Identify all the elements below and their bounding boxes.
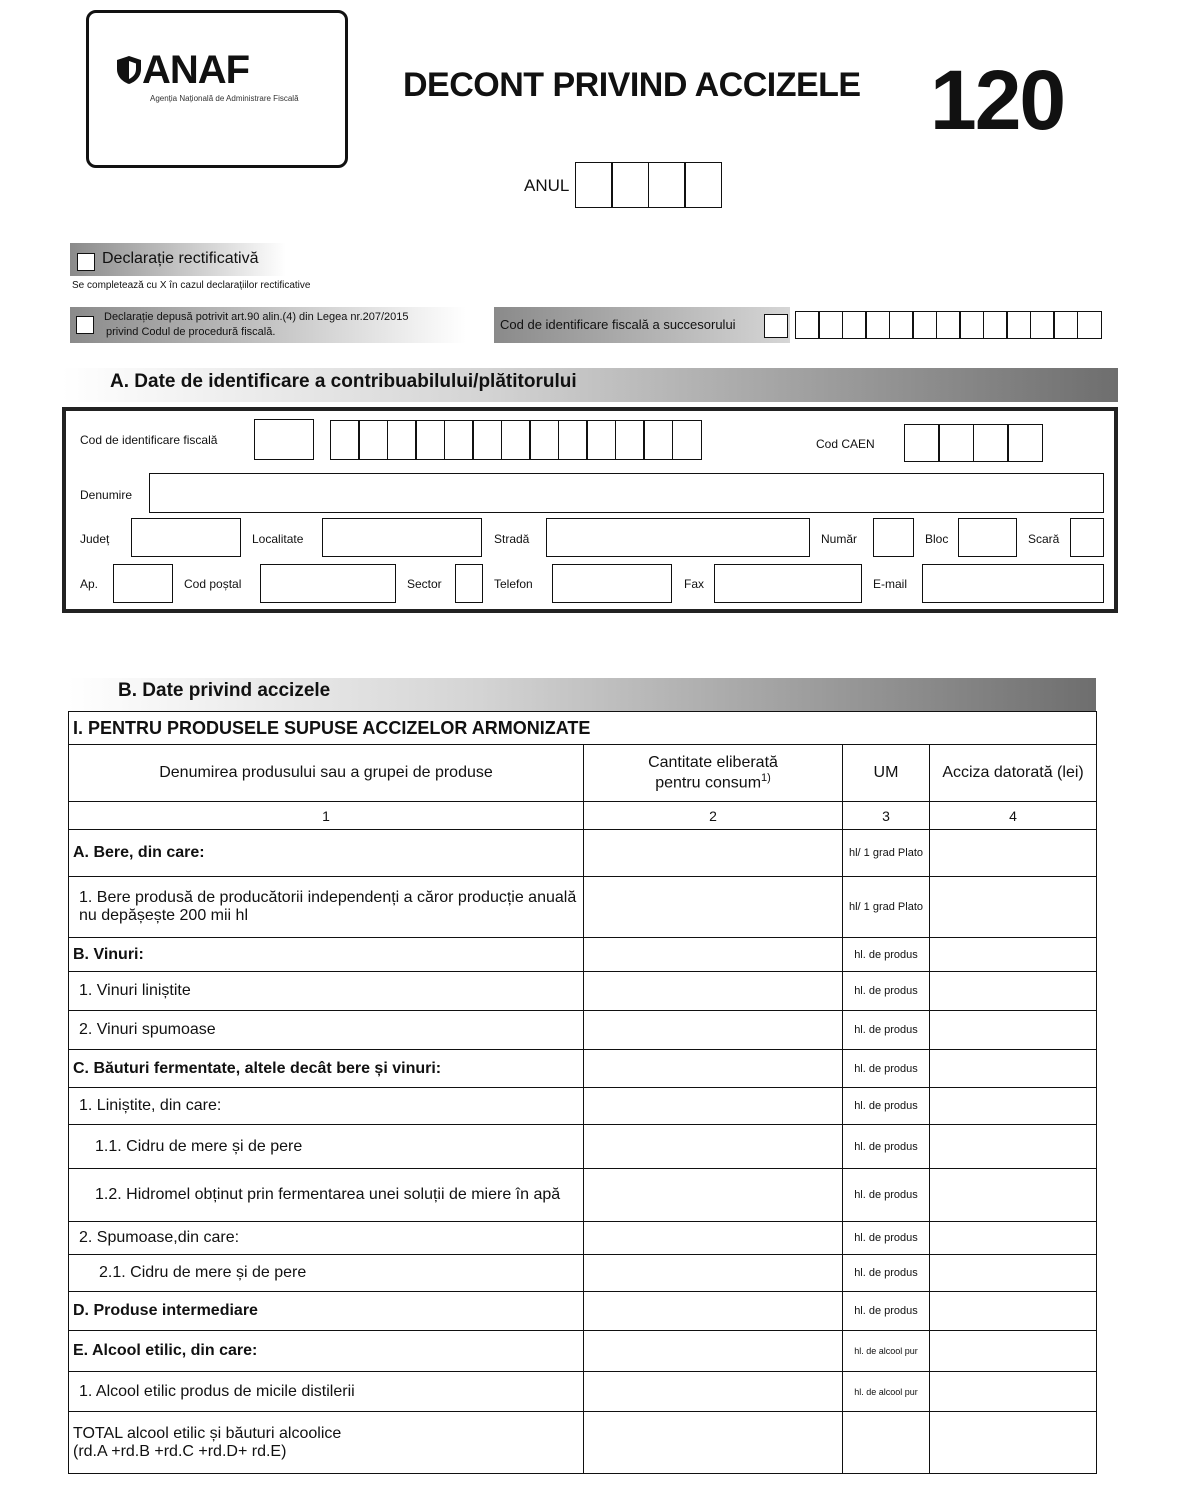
cif-input[interactable] [331, 420, 702, 460]
acciza-cell[interactable] [930, 1255, 1097, 1292]
localitate-label: Localitate [252, 532, 304, 546]
sector-label: Sector [407, 577, 442, 591]
ap-label: Ap. [80, 577, 99, 591]
table-row [69, 1222, 1097, 1255]
quantity-cell[interactable] [584, 1011, 843, 1050]
col-number: 1 [69, 802, 584, 830]
acciza-cell[interactable] [930, 1088, 1097, 1125]
accize-table [68, 711, 1097, 1474]
acciza-cell[interactable] [930, 1222, 1097, 1255]
acciza-cell[interactable] [930, 1050, 1097, 1088]
column-number-row [69, 802, 1097, 830]
row-label: 1.2. Hidromel obținut prin fermentarea unei soluții de miere în apă [69, 1169, 584, 1222]
acciza-cell[interactable] [930, 1412, 1097, 1474]
table-row [69, 972, 1097, 1011]
acciza-cell[interactable] [930, 972, 1097, 1011]
caen-label: Cod CAEN [816, 437, 875, 451]
quantity-cell[interactable] [584, 1222, 843, 1255]
row-label: D. Produse intermediare [69, 1292, 584, 1331]
telefon-label: Telefon [494, 577, 533, 591]
table-row [69, 1372, 1097, 1412]
table-row [69, 877, 1097, 938]
denumire-field[interactable] [149, 473, 1104, 513]
numar-field[interactable] [873, 518, 914, 557]
row-label: A. Bere, din care: [69, 830, 584, 877]
acciza-cell[interactable] [930, 1372, 1097, 1412]
table-row [69, 1050, 1097, 1088]
quantity-cell[interactable] [584, 1331, 843, 1372]
row-label: E. Alcool etilic, din care: [69, 1331, 584, 1372]
art90-label-line1: Declarație depusă potrivit art.90 alin.(4) din Legea nr.207/2015 [104, 311, 409, 323]
cif-prefix-field[interactable] [254, 419, 314, 460]
row-label: 2. Vinuri spumoase [69, 1011, 584, 1050]
um-cell: hl. de produs [843, 1125, 930, 1169]
succesor-cif-input[interactable] [796, 311, 1102, 339]
acciza-cell[interactable] [930, 1331, 1097, 1372]
page-title: DECONT PRIVIND ACCIZELE [403, 66, 861, 104]
um-cell: hl. de produs [843, 1255, 930, 1292]
col-header-quantity-line2: pentru consum$^{1)}$ [655, 771, 771, 792]
scara-label: Scară [1028, 532, 1060, 546]
um-cell: hl. de produs [843, 972, 930, 1011]
quantity-cell[interactable] [584, 972, 843, 1011]
row-label: 2. Spumoase,din care: [69, 1222, 584, 1255]
table-row [69, 1255, 1097, 1292]
row-label: 1. Vinuri liniștite [69, 972, 584, 1011]
um-cell: hl. de produs [843, 1169, 930, 1222]
um-cell: hl. de produs [843, 1222, 930, 1255]
form-number: 120 [930, 53, 1065, 147]
judet-label: Județ [80, 532, 110, 546]
acciza-cell[interactable] [930, 1169, 1097, 1222]
numar-label: Număr [821, 532, 858, 546]
quantity-cell[interactable] [584, 1169, 843, 1222]
col-header-acciza: Acciza datorată (lei) [930, 745, 1097, 802]
quantity-cell[interactable] [584, 938, 843, 972]
judet-field[interactable] [131, 518, 241, 557]
row-label: 1. Liniștite, din care: [69, 1088, 584, 1125]
table-row [69, 1331, 1097, 1372]
quantity-cell[interactable] [584, 1255, 843, 1292]
strada-field[interactable] [546, 518, 810, 557]
col-number: 3 [843, 802, 930, 830]
col-header-quantity-line1: Cantitate eliberată [648, 753, 778, 771]
fax-field[interactable] [714, 564, 862, 603]
strada-label: Stradă [494, 532, 530, 546]
quantity-cell[interactable] [584, 1125, 843, 1169]
col-number: 4 [930, 802, 1097, 830]
succesor-prefix-box[interactable] [764, 314, 788, 338]
table-subtitle-row [69, 712, 1097, 745]
quantity-cell[interactable] [584, 1088, 843, 1125]
email-label: E-mail [873, 577, 908, 591]
ap-field[interactable] [113, 564, 173, 603]
table-header-row [69, 745, 1097, 802]
table-row [69, 1088, 1097, 1125]
total-label-line1: TOTAL alcool etilic și băuturi alcoolice [73, 1424, 342, 1442]
total-label-line2: (rd.A +rd.B +rd.C +rd.D+ rd.E) [73, 1442, 287, 1460]
quantity-cell[interactable] [584, 877, 843, 938]
rectificativa-checkbox[interactable] [77, 253, 95, 271]
acciza-cell[interactable] [930, 1292, 1097, 1331]
total-label [69, 1412, 584, 1474]
um-cell: hl. de produs [843, 938, 930, 972]
acciza-cell[interactable] [930, 1011, 1097, 1050]
um-cell: hl. de produs [843, 1050, 930, 1088]
row-label: B. Vinuri: [69, 938, 584, 972]
um-cell: hl. de alcool pur [843, 1372, 930, 1412]
um-cell: hl. de produs [843, 1292, 930, 1331]
table-row [69, 938, 1097, 972]
cod-postal-label: Cod poștal [184, 577, 242, 591]
um-cell: hl. de produs [843, 1011, 930, 1050]
sector-field[interactable] [455, 564, 483, 603]
anul-input[interactable] [576, 162, 722, 208]
col-header-quantity [584, 745, 843, 802]
logo-subtitle: Agenția Națională de Administrare Fiscală [150, 94, 299, 103]
quantity-cell[interactable] [584, 1412, 843, 1474]
acciza-cell[interactable] [930, 830, 1097, 877]
section-b-title: B. Date privind accizele [118, 680, 331, 701]
shield-icon [116, 55, 142, 85]
denumire-label: Denumire [80, 488, 133, 502]
table-row [69, 1292, 1097, 1331]
um-cell: hl/ 1 grad Plato [843, 877, 930, 938]
anaf-logo [116, 48, 250, 92]
bloc-label: Bloc [925, 532, 949, 546]
section-a-title: A. Date de identificare a contribuabilului/plătitorului [110, 371, 577, 392]
rectificativa-label: Declarație rectificativă [102, 250, 259, 267]
row-label: 1. Bere produsă de producătorii independenți a căror producție anuală nu depășește 200 mii hl [69, 877, 584, 938]
art90-label-line2: privind Codul de procedură fiscală. [106, 326, 276, 338]
table-row [69, 1125, 1097, 1169]
caen-input[interactable] [905, 424, 1043, 462]
um-cell: hl. de alcool pur [843, 1331, 930, 1372]
art90-checkbox[interactable] [76, 316, 94, 334]
table-row [69, 830, 1097, 877]
fax-label: Fax [684, 577, 705, 591]
acciza-cell[interactable] [930, 877, 1097, 938]
bloc-field[interactable] [958, 518, 1017, 557]
cif-label: Cod de identificare fiscală [80, 433, 218, 447]
acciza-cell[interactable] [930, 1125, 1097, 1169]
table-row [69, 1011, 1097, 1050]
col-header-product: Denumirea produsului sau a grupei de produse [69, 745, 584, 802]
logo-text: ANAF [142, 48, 250, 92]
quantity-cell[interactable] [584, 1292, 843, 1331]
section-b-subtitle: I. PENTRU PRODUSELE SUPUSE ACCIZELOR ARMONIZATE [69, 712, 1097, 745]
quantity-cell[interactable] [584, 1372, 843, 1412]
um-cell: hl. de produs [843, 1088, 930, 1125]
table-row-total [69, 1412, 1097, 1474]
rectificativa-note: Se completează cu X în cazul declarațiilor rectificative [72, 280, 311, 291]
row-label: 1.1. Cidru de mere și de pere [69, 1125, 584, 1169]
col-number: 2 [584, 802, 843, 830]
succesor-label: Cod de identificare fiscală a succesorului [500, 317, 736, 332]
localitate-field[interactable] [322, 518, 482, 557]
anul-label: ANUL [524, 176, 570, 195]
scara-field[interactable] [1070, 518, 1104, 557]
cod-postal-field[interactable] [260, 564, 396, 603]
um-cell [843, 1412, 930, 1474]
quantity-cell[interactable] [584, 1050, 843, 1088]
table-row [69, 1169, 1097, 1222]
row-label: 2.1. Cidru de mere și de pere [69, 1255, 584, 1292]
quantity-cell[interactable] [584, 830, 843, 877]
telefon-field[interactable] [552, 564, 672, 603]
col-header-um: UM [843, 745, 930, 802]
um-cell: hl/ 1 grad Plato [843, 830, 930, 877]
acciza-cell[interactable] [930, 938, 1097, 972]
email-field[interactable] [922, 564, 1104, 603]
row-label: C. Băuturi fermentate, altele decât bere și vinuri: [69, 1050, 584, 1088]
row-label: 1. Alcool etilic produs de micile distilerii [69, 1372, 584, 1412]
